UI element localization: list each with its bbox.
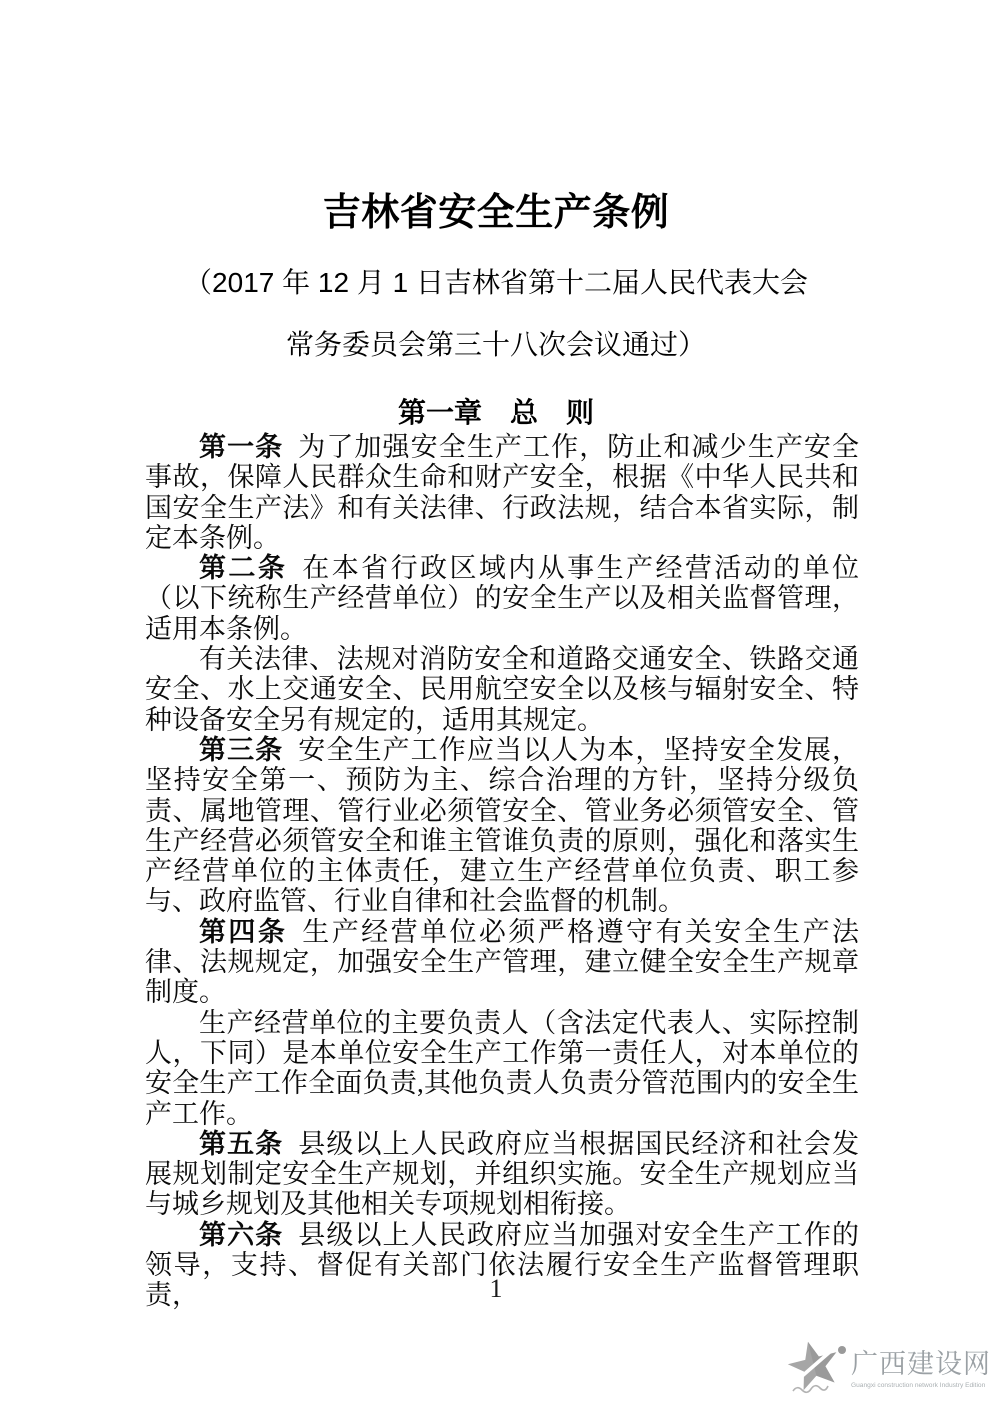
article-number: 第二条 xyxy=(199,553,288,584)
body-paragraph: 第一条 为了加强安全生产工作，防止和减少生产安全事故，保障人民群众生命和财产安全，根据《中华人民共和国安全生产法》和有关法律、行政法规，结合本省实际，制定本条例。 xyxy=(145,432,860,553)
logo-tagline: Guangxi construction network Industry Edition xyxy=(851,1381,986,1389)
document-subtitle-line2: 常务委员会第三十八次会议通过） xyxy=(285,329,706,360)
logo-signature-icon xyxy=(793,1386,828,1393)
body-paragraph: 第五条 县级以上人民政府应当根据国民经济和社会发展规划制定安全生产规划，并组织实施。安全生产规划应当与城乡规划及其他相关专项规划相衔接。 xyxy=(145,1128,860,1220)
body-paragraph: 第四条 生产经营单位必须严格遵守有关安全生产法律、法规规定，加强安全生产管理，建立健全安全生产规章制度。 xyxy=(145,916,860,1008)
site-logo-watermark xyxy=(784,1338,992,1398)
document-body xyxy=(145,432,859,1311)
body-paragraph: 第二条 在本省行政区域内从事生产经营活动的单位（以下统称生产经营单位）的安全生产以及相关监督管理，适用本条例。 xyxy=(145,553,860,644)
article-number: 第五条 xyxy=(199,1128,284,1159)
body-paragraph: 有关法律、法规对消防安全和道路交通安全、铁路交通安全、水上交通安全、民用航空安全以及核与辐射安全、特种设备安全另有规定的，适用其规定。 xyxy=(145,644,859,735)
page-number: 1 xyxy=(489,1274,503,1303)
article-number: 第三条 xyxy=(199,734,284,765)
logo-dot-icon xyxy=(838,1346,846,1354)
body-paragraph: 第六条 县级以上人民政府应当加强对安全生产工作的领导，支持、督促有关部门依法履行安全生产监督管理职责， xyxy=(145,1219,860,1311)
body-paragraph: 生产经营单位的主要负责人（含法定代表人、实际控制人，下同）是本单位安全生产工作第一责任人，对本单位的安全生产工作全面负责,其他负责人负责分管范围内的安全生产工作。 xyxy=(145,1007,859,1129)
chapter-heading: 第一章 总 则 xyxy=(397,397,594,428)
document-title: 吉林省安全生产条例 xyxy=(322,192,670,234)
article-number: 第一条 xyxy=(199,432,284,462)
star-icon xyxy=(784,1338,848,1398)
article-number: 第六条 xyxy=(199,1219,284,1250)
logo-site-name: 广西建设网 xyxy=(851,1349,991,1379)
article-number: 第四条 xyxy=(199,916,288,947)
body-paragraph: 第三条 安全生产工作应当以人为本，坚持安全发展，坚持安全第一、预防为主、综合治理的方针，坚持分级负责、属地管理、管行业必须管安全、管业务必须管安全、管生产经营必须管安全和谁主管谁负责的原则，强化和落实生产经营单位的主体责任，建立生产经营单位负责、职工参与、政府监管、行业自律和社会监督的机制。 xyxy=(145,734,860,917)
document-subtitle-line1: （2017 年 12 月 1 日吉林省第十二届人民代表大会 xyxy=(184,267,808,298)
logo-text-block xyxy=(851,1338,992,1393)
